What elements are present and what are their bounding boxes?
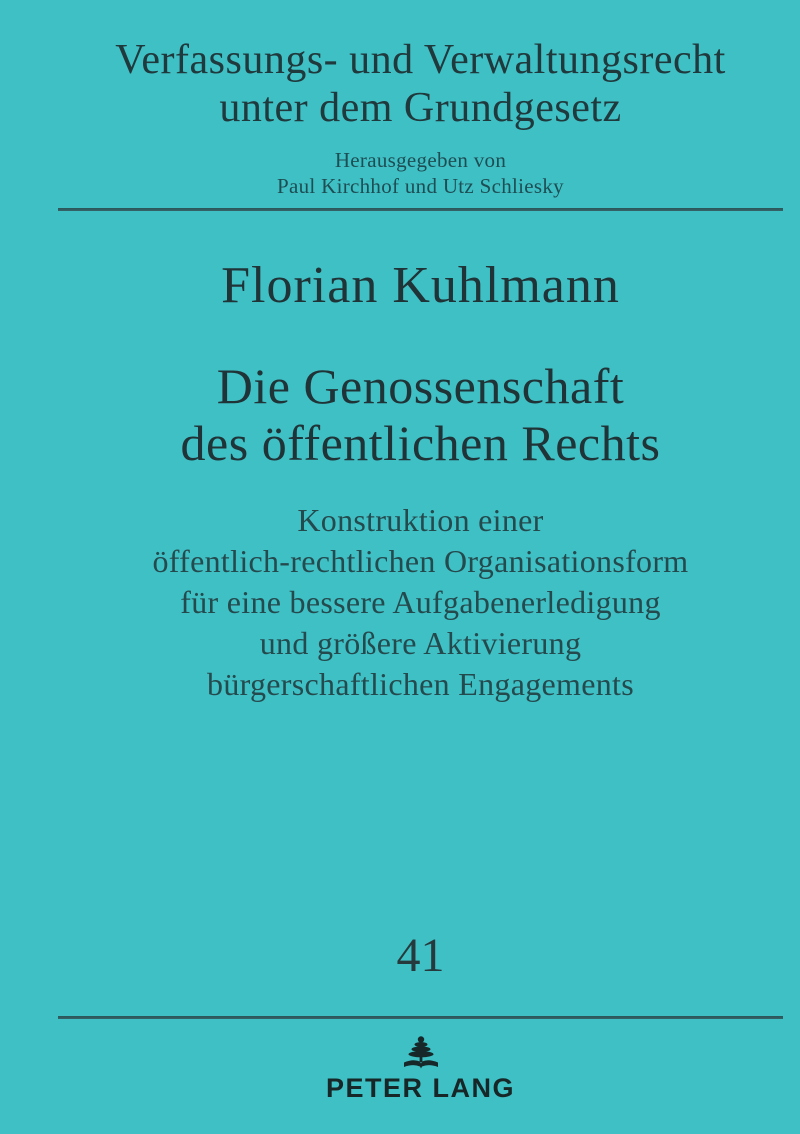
editors-line-1: Herausgegeben von [334,148,507,172]
series-title [58,36,783,132]
book-subtitle-line-3: für eine bessere Aufgabenerledigung [180,584,661,620]
bottom-divider [58,1016,783,1019]
series-editors [58,147,783,199]
book-subtitle-line-1: Konstruktion einer [297,502,544,538]
book-subtitle [58,500,783,705]
top-divider [58,208,783,211]
book-title-line-1: Die Genossenschaft [216,358,625,414]
book-subtitle-line-2: öffentlich-rechtlichen Organisationsform [152,543,689,579]
editors-line-2: Paul Kirchhof und Utz Schliesky [277,174,564,198]
peter-lang-tree-book-icon [400,1034,442,1072]
series-title-line-2: unter dem Grundgesetz [219,85,622,131]
book-subtitle-line-5: bürgerschaftlichen Engagements [207,666,634,702]
book-subtitle-line-4: und größere Aktivierung [259,625,582,661]
book-title [58,358,783,472]
author-name [58,256,783,316]
publisher-name: PETER LANG [325,1073,515,1103]
series-title-line-1: Verfassungs- und Verwaltungsrecht [115,37,726,83]
book-title-line-2: des öffentlichen Rechts [180,415,661,471]
author-name-text: Florian Kuhlmann [221,257,620,314]
publisher-block [58,1034,783,1103]
series-volume-number [58,928,783,984]
series-volume-number-text: 41 [396,929,445,982]
